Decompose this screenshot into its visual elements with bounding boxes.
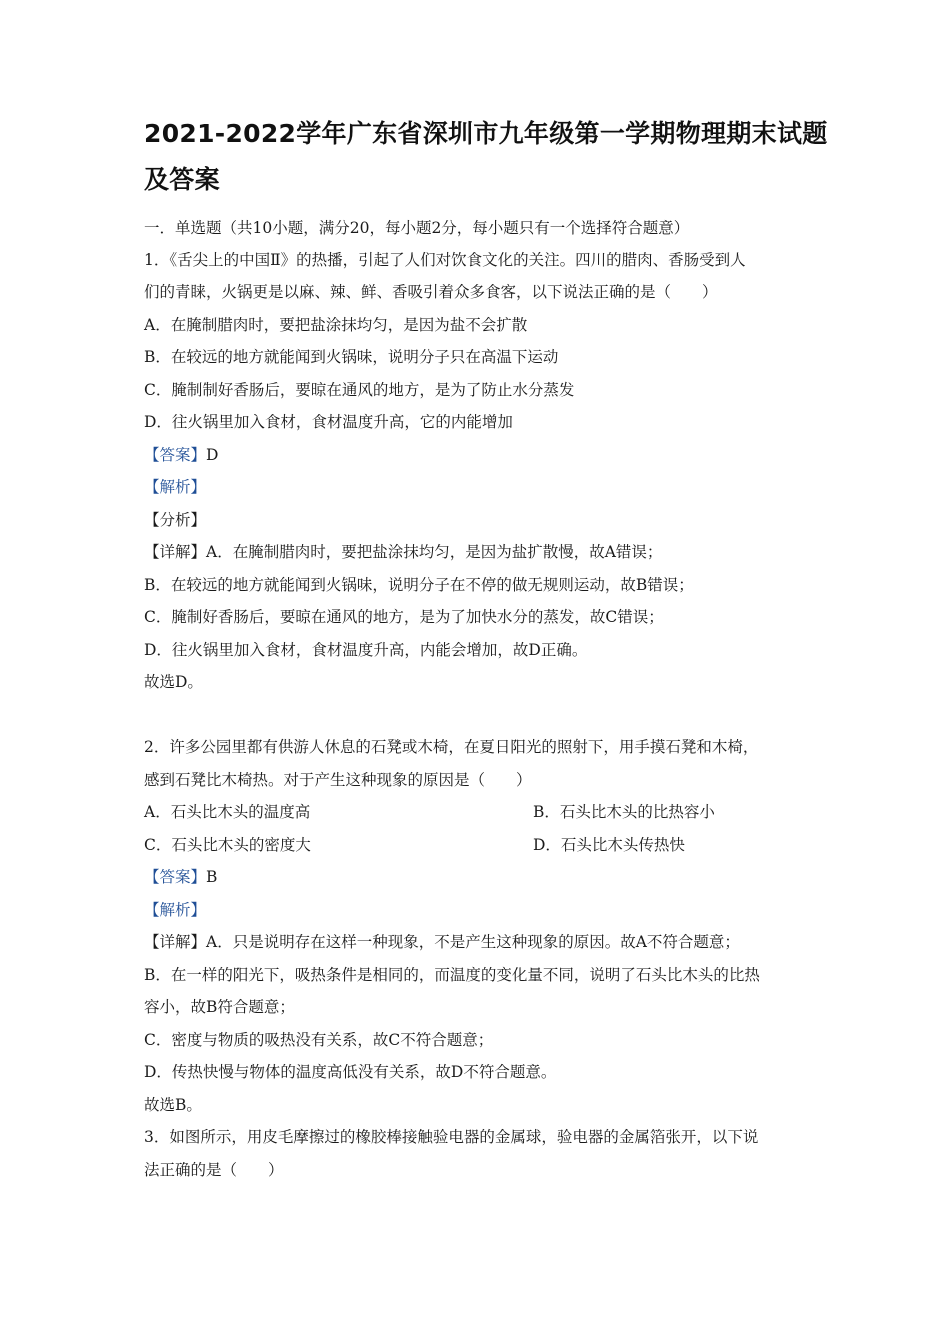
q2-conclusion: 故选B。 bbox=[144, 1096, 202, 1114]
q2-option-a: A．石头比木头的温度高 bbox=[144, 803, 311, 821]
q1-detail-d: D．往火锅里加入食材，食材温度升高，内能会增加，故D正确。 bbox=[144, 641, 588, 659]
answer-tag: 【答案】 bbox=[144, 868, 207, 886]
q2-option-c: C．石头比木头的密度大 bbox=[144, 836, 311, 854]
q2-detail-a bbox=[144, 931, 740, 953]
q1-option-d: D．往火锅里加入食材，食材温度升高，它的内能增加 bbox=[144, 413, 513, 431]
q3-stem-line-2: 法正确的是（ ） bbox=[144, 1161, 284, 1179]
q2-detail-b-line-2: 容小，故B符合题意； bbox=[144, 998, 295, 1016]
q2-detail-c: C．密度与物质的吸热没有关系，故C不符合题意； bbox=[144, 1031, 494, 1049]
detail-tag: 【详解】 bbox=[144, 543, 207, 561]
document-title-line-2: 及答案 bbox=[144, 165, 220, 194]
q2-detail-d: D．传热快慢与物体的温度高低没有关系，故D不符合题意。 bbox=[144, 1063, 557, 1081]
detail-text: A．在腌制腊肉时，要把盐涂抹均匀，是因为盐扩散慢，故A错误； bbox=[206, 543, 663, 561]
q2-option-b: B．石头比木头的比热容小 bbox=[533, 803, 715, 821]
answer-value: D bbox=[206, 446, 219, 464]
q1-conclusion: 故选D。 bbox=[144, 673, 203, 691]
q2-stem-line-2: 感到石凳比木椅热。对于产生这种现象的原因是（ ） bbox=[144, 771, 532, 789]
q3-stem-line-1: 3．如图所示，用皮毛摩擦过的橡胶棒接触验电器的金属球，验电器的金属箔张开，以下说 bbox=[144, 1128, 759, 1146]
q2-detail-b-line-1: B．在一样的阳光下，吸热条件是相同的，而温度的变化量不同，说明了石头比木头的比热 bbox=[144, 966, 760, 984]
q1-stem-line-1: 1．《舌尖上的中国Ⅱ》的热播，引起了人们对饮食文化的关注。四川的腊肉、香肠受到人 bbox=[144, 251, 746, 269]
q1-detail-a bbox=[144, 541, 662, 563]
q1-option-a: A．在腌制腊肉时，要把盐涂抹均匀，是因为盐不会扩散 bbox=[144, 316, 528, 334]
section-heading: 一．单选题（共10小题，满分20，每小题2分，每小题只有一个选择符合题意） bbox=[144, 219, 690, 237]
q1-option-c: C．腌制制好香肠后，要晾在通风的地方，是为了防止水分蒸发 bbox=[144, 381, 575, 399]
q1-detail-b: B．在较远的地方就能闻到火锅味，说明分子在不停的做无规则运动，故B错误； bbox=[144, 576, 694, 594]
q2-analysis-tag: 【解析】 bbox=[144, 901, 207, 919]
q2-stem-line-1: 2．许多公园里都有供游人休息的石凳或木椅，在夏日阳光的照射下，用手摸石凳和木椅， bbox=[144, 738, 759, 756]
q1-analysis-tag: 【解析】 bbox=[144, 478, 207, 496]
q1-stem-line-2: 们的青睐，火锅更是以麻、辣、鲜、香吸引着众多食客，以下说法正确的是（ ） bbox=[144, 283, 718, 301]
detail-text: A．只是说明存在这样一种现象，不是产生这种现象的原因。故A不符合题意； bbox=[206, 933, 740, 951]
document-title-line-1: 2021-2022学年广东省深圳市九年级第一学期物理期末试题 bbox=[144, 119, 828, 148]
detail-tag: 【详解】 bbox=[144, 933, 207, 951]
q2-answer bbox=[144, 866, 217, 888]
q1-option-b: B．在较远的地方就能闻到火锅味，说明分子只在高温下运动 bbox=[144, 348, 559, 366]
q1-detail-c: C．腌制好香肠后，要晾在通风的地方，是为了加快水分的蒸发，故C错误； bbox=[144, 608, 664, 626]
answer-tag: 【答案】 bbox=[144, 446, 207, 464]
q1-fenxi-label: 【分析】 bbox=[144, 511, 207, 529]
q1-answer bbox=[144, 444, 218, 466]
q2-option-d: D．石头比木头传热快 bbox=[533, 836, 685, 854]
answer-value: B bbox=[206, 868, 218, 886]
